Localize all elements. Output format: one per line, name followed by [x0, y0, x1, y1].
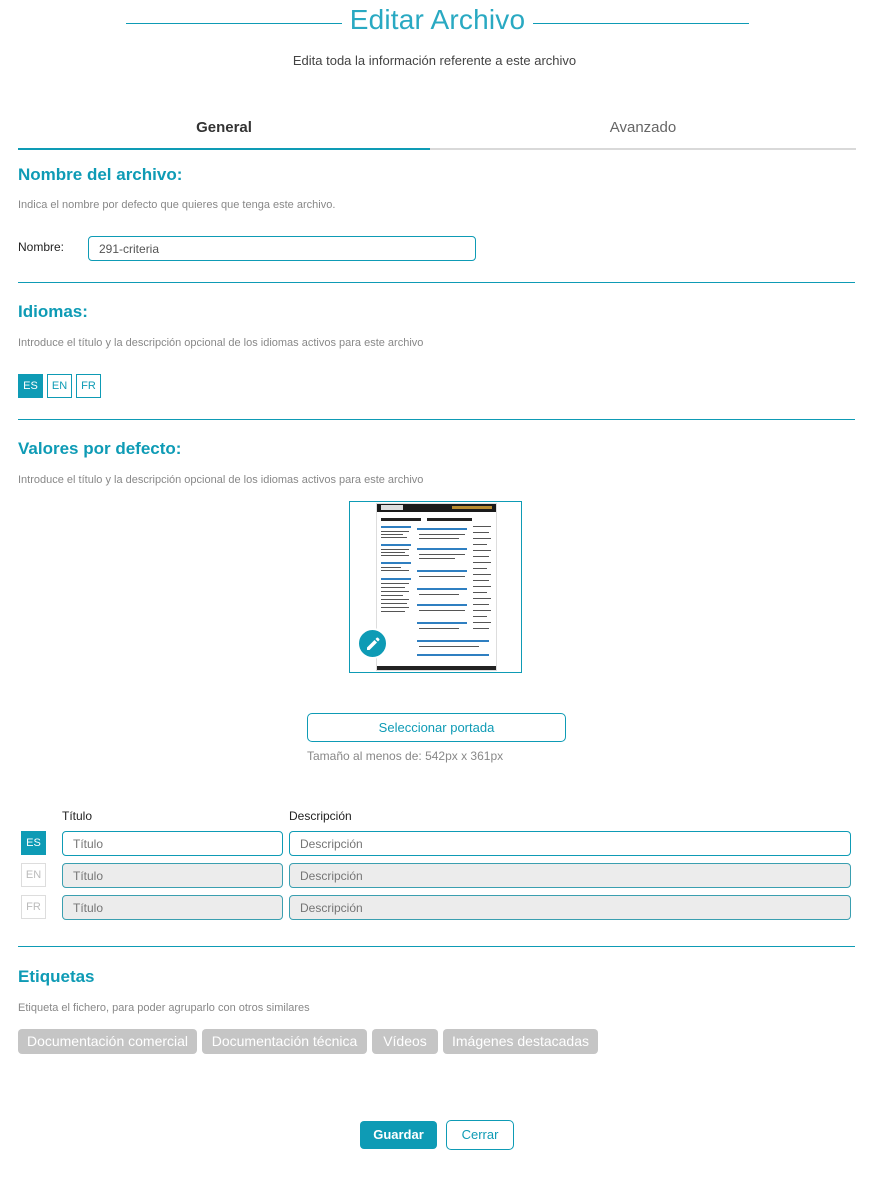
save-button[interactable]: Guardar [360, 1121, 437, 1149]
section-desc-nombre: Indica el nombre por defecto que quieres que tenga este archivo. [18, 199, 336, 211]
nombre-input[interactable] [88, 236, 476, 261]
language-button-en[interactable]: EN [47, 374, 72, 398]
close-button[interactable]: Cerrar [446, 1120, 514, 1150]
tag-imagenes-destacadas[interactable]: Imágenes destacadas [443, 1029, 598, 1054]
edit-cover-button[interactable] [357, 628, 388, 659]
section-title-nombre: Nombre del archivo: [18, 165, 183, 184]
tag-documentacion-comercial[interactable]: Documentación comercial [18, 1029, 197, 1054]
section-title-etiquetas: Etiquetas [18, 967, 95, 986]
tab-bar [18, 110, 856, 150]
section-divider [18, 946, 855, 947]
row-language-en[interactable]: EN [21, 863, 46, 887]
row-language-fr[interactable]: FR [21, 895, 46, 919]
description-input-fr[interactable] [289, 895, 851, 920]
tab-avanzado[interactable]: Avanzado [609, 119, 677, 136]
column-header-description: Descripción [289, 809, 352, 823]
header-divider-left [126, 23, 342, 24]
section-divider [18, 419, 855, 420]
page-title: Editar Archivo [349, 4, 526, 35]
section-title-idiomas: Idiomas: [18, 302, 88, 321]
section-desc-idiomas: Introduce el título y la descripción opcional de los idiomas activos para este archivo [18, 337, 424, 349]
column-header-title: Título [62, 809, 93, 823]
description-input-en[interactable] [289, 863, 851, 888]
pencil-icon [365, 636, 381, 652]
document-thumbnail [376, 503, 497, 671]
title-input-fr[interactable] [62, 895, 283, 920]
title-input-es[interactable] [62, 831, 283, 856]
header-divider-right [533, 23, 749, 24]
section-desc-etiquetas: Etiqueta el fichero, para poder agruparlo con otros similares [18, 1002, 310, 1014]
description-input-es[interactable] [289, 831, 851, 856]
language-button-es[interactable]: ES [18, 374, 43, 398]
section-desc-valores: Introduce el título y la descripción opcional de los idiomas activos para este archivo [18, 474, 424, 486]
section-divider [18, 282, 855, 283]
cover-size-note: Tamaño al menos de: 542px x 361px [307, 749, 504, 763]
page-subtitle: Edita toda la información referente a este archivo [292, 53, 577, 68]
tag-videos[interactable]: Vídeos [372, 1029, 438, 1054]
page-header [0, 4, 869, 44]
tab-general[interactable]: General [196, 119, 252, 136]
language-button-fr[interactable]: FR [76, 374, 101, 398]
cover-preview[interactable] [349, 501, 522, 673]
section-title-valores: Valores por defecto: [18, 439, 182, 458]
nombre-label: Nombre: [18, 240, 65, 254]
row-language-es[interactable]: ES [21, 831, 46, 855]
tag-documentacion-tecnica[interactable]: Documentación técnica [202, 1029, 367, 1054]
tab-active-indicator [18, 148, 430, 150]
title-input-en[interactable] [62, 863, 283, 888]
select-cover-button[interactable]: Seleccionar portada [307, 713, 566, 742]
